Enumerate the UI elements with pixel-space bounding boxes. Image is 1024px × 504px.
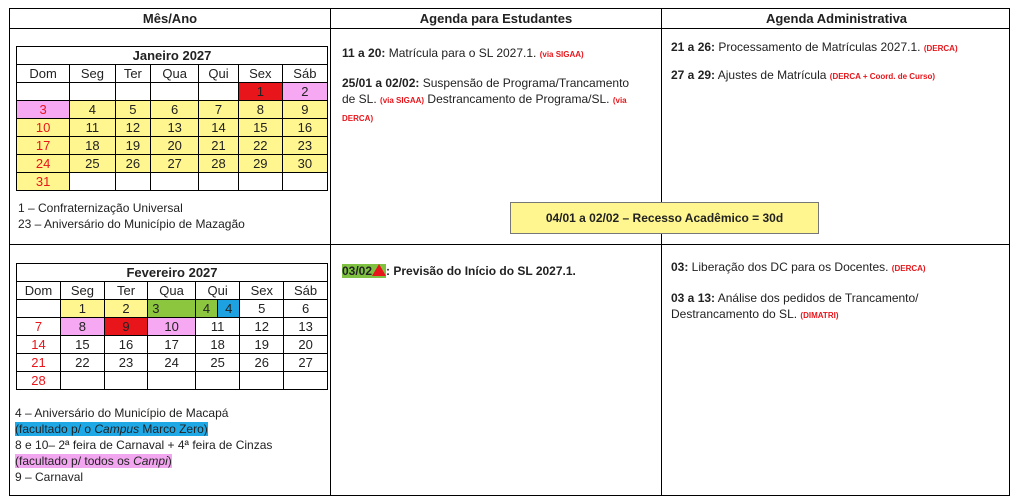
day-cell-sunday: 28 (17, 372, 61, 390)
day-cell: 29 (238, 155, 282, 173)
day-cell: 25 (195, 354, 240, 372)
day-cell (70, 173, 115, 191)
day-cell: 18 (195, 336, 240, 354)
january-notes (18, 200, 245, 232)
weekday-label: Qua (151, 65, 199, 83)
header-students-agenda: Agenda para Estudantes (419, 11, 573, 26)
day-cell: 18 (70, 137, 115, 155)
day-cell: 20 (284, 336, 328, 354)
day-cell: 13 (284, 318, 328, 336)
admin-event-ajustes: 27 a 29: Ajustes de Matrícula (DERCA + Coord. de Curso) (671, 68, 936, 82)
weekday-label: Qui (199, 65, 239, 83)
note-holiday: 1 – Confraternização Universal (18, 201, 183, 215)
day-cell (284, 372, 328, 390)
day-cell (17, 83, 70, 101)
day-cell: 27 (284, 354, 328, 372)
february-title: Fevereiro 2027 (17, 264, 328, 282)
day-cell: 25 (70, 155, 115, 173)
day-cell: 6 (284, 300, 328, 318)
admin-event-processamento: 21 a 26: Processamento de Matrículas 2027.1. (DERCA) (671, 40, 958, 54)
day-cell: 23 (104, 354, 147, 372)
day-cell (199, 173, 239, 191)
day-cell (199, 83, 239, 101)
day-cell (151, 83, 199, 101)
recesso-banner: 04/01 a 02/02 – Recesso Acadêmico = 30d (510, 202, 819, 234)
header-month-year: Mês/Ano (142, 11, 198, 26)
note-all-campi-hl: (facultado p/ todos os Campi) (15, 454, 172, 468)
weekday-label: Dom (17, 65, 70, 83)
inicio-date-highlight: 03/02 (342, 264, 386, 278)
day-cell (148, 372, 196, 390)
weekday-label: Seg (70, 65, 115, 83)
day-cell (115, 83, 151, 101)
day-cell: 16 (104, 336, 147, 354)
february-calendar (16, 263, 328, 390)
day-cell: 22 (61, 354, 105, 372)
weekday-label: Dom (17, 282, 61, 300)
day-cell (61, 372, 105, 390)
day-cell: 10 (148, 318, 196, 336)
day-cell: 19 (240, 336, 284, 354)
weekday-label: Qua (148, 282, 196, 300)
weekday-label: Ter (104, 282, 147, 300)
day-cell: 28 (199, 155, 239, 173)
day-cell-sunday: 3 (17, 101, 70, 119)
day-cell-sunday: 17 (17, 137, 70, 155)
note-carnaval-cinzas: 8 e 10– 2ª feira de Carnaval + 4ª feira de Cinzas (15, 438, 273, 452)
day-cell: 21 (199, 137, 239, 155)
day-cell-holiday: 4 (218, 300, 240, 318)
note-marco-zero (15, 421, 272, 437)
day-cell: 14 (199, 119, 239, 137)
weekday-label: Sáb (284, 282, 328, 300)
day-cell (238, 173, 282, 191)
note-all-campi (15, 453, 272, 469)
day-cell: 8 (238, 101, 282, 119)
admin-event-liberacao-dc: 03: Liberação dos DC para os Docentes. (DERCA) (671, 260, 926, 274)
day-cell-sunday: 24 (17, 155, 70, 173)
day-cell: 3 (148, 300, 196, 318)
day-cell: 22 (238, 137, 282, 155)
day-cell: 15 (61, 336, 105, 354)
calendar-frame (9, 8, 1010, 496)
student-event-matricula: 11 a 20: Matrícula para o SL 2027.1. (via SIGAA) (342, 46, 584, 60)
weekday-label: Sex (238, 65, 282, 83)
day-cell: 5 (240, 300, 284, 318)
weekday-label: Sex (240, 282, 284, 300)
day-cell: 15 (238, 119, 282, 137)
day-cell: 17 (148, 336, 196, 354)
day-cell (240, 372, 284, 390)
day-cell: 6 (151, 101, 199, 119)
day-cell-sunday: 21 (17, 354, 61, 372)
column-divider (330, 9, 331, 495)
weekday-label: Seg (61, 282, 105, 300)
note-macapa: 4 – Aniversário do Município de Macapá (15, 406, 229, 420)
day-cell: 2 (282, 83, 327, 101)
day-cell: 26 (240, 354, 284, 372)
day-cell: 2 (104, 300, 147, 318)
day-cell-holiday: 9 (104, 318, 147, 336)
day-cell (195, 372, 240, 390)
day-cell-sunday: 10 (17, 119, 70, 137)
warning-icon (372, 264, 386, 276)
day-cell (70, 83, 115, 101)
student-event-inicio: 03/02 : Previsão do Início do SL 2027.1. (342, 264, 576, 278)
day-cell: 26 (115, 155, 151, 173)
day-cell: 24 (148, 354, 196, 372)
day-cell: 5 (115, 101, 151, 119)
february-notes (15, 405, 272, 485)
day-cell: 12 (240, 318, 284, 336)
january-calendar (16, 46, 328, 191)
note-marco-zero-hl: (facultado p/ o Campus Marco Zero) (15, 422, 208, 436)
day-cell: 23 (282, 137, 327, 155)
day-cell: 9 (282, 101, 327, 119)
day-cell: 8 (61, 318, 105, 336)
day-cell: 30 (282, 155, 327, 173)
day-cell-sunday: 14 (17, 336, 61, 354)
note-carnaval: 9 – Carnaval (15, 470, 84, 484)
day-cell (151, 173, 199, 191)
column-divider (661, 9, 662, 495)
day-cell: 27 (151, 155, 199, 173)
day-cell: 19 (115, 137, 151, 155)
day-cell-sunday: 31 (17, 173, 70, 191)
day-cell: 12 (115, 119, 151, 137)
day-cell: 20 (151, 137, 199, 155)
header-admin-agenda: Agenda Administrativa (765, 11, 908, 26)
day-cell (104, 372, 147, 390)
student-event-suspensao: 25/01 a 02/02: Suspensão de Programa/Trancamento de SL. (via SIGAA) Destrancamento de Programa/SL. (via DERCA) (342, 76, 630, 123)
day-cell: 13 (151, 119, 199, 137)
weekday-label: Qui (195, 282, 240, 300)
weekday-label: Sáb (282, 65, 327, 83)
weekday-label: Ter (115, 65, 151, 83)
day-cell: 16 (282, 119, 327, 137)
day-cell (115, 173, 151, 191)
day-cell-sunday: 7 (17, 318, 61, 336)
day-cell: 4 (195, 300, 217, 318)
day-cell: 4 (70, 101, 115, 119)
day-cell: 11 (70, 119, 115, 137)
day-cell: 11 (195, 318, 240, 336)
admin-event-analise: 03 a 13: Análise dos pedidos de Trancamento/ Destrancamento do SL. (DIMATRI) (671, 291, 919, 321)
day-cell: 7 (199, 101, 239, 119)
day-cell-holiday: 1 (238, 83, 282, 101)
january-title: Janeiro 2027 (17, 47, 328, 65)
month-divider (10, 244, 1009, 245)
day-cell (17, 300, 61, 318)
day-cell: 1 (61, 300, 105, 318)
note-municipality: 23 – Aniversário do Município de Mazagão (18, 217, 245, 231)
day-cell (282, 173, 327, 191)
